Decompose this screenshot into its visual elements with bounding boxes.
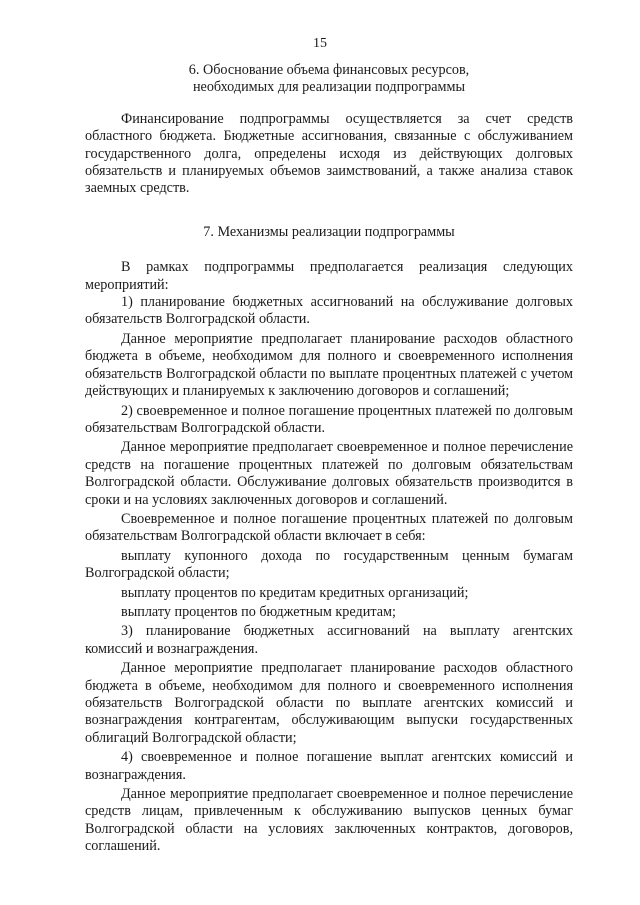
paragraph: В рамках подпрограммы предполагается реализация следующих мероприятий: — [85, 259, 573, 293]
section-6-heading — [85, 62, 573, 97]
section-7-heading: 7. Механизмы реализации подпрограммы — [203, 223, 455, 240]
paragraph: 3) планирование бюджетных ассигнований на выплату агентских комиссий и вознаграждения. — [85, 623, 573, 657]
section-6-title-line-1: 6. Обоснование объема финансовых ресурсов, — [188, 62, 470, 78]
paragraph: 4) своевременное и полное погашение выплат агентских комиссий и вознаграждения. — [85, 749, 573, 783]
section-6-paragraph: Финансирование подпрограммы осуществляется за счет средств областного бюджета. Бюджетные ассигнования, связанные с обслуживанием государственного долга, определены исходя из действующих долговых обязательств и планируемых объемов заимствований, а также анализа ставок заемных средств. — [85, 110, 573, 197]
section-6-title-line-2: необходимых для реализации подпрограммы — [192, 79, 466, 96]
paragraph: Данное мероприятие предполагает планирование расходов областного бюджета в объеме, необходимом для полного и своевременного исполнения обязательств Волгоградской области по выплате агентских комиссий и вознаграждения контрагентам, обслуживающим выпуски государственных облигаций Волгоградской области; — [85, 660, 573, 746]
paragraph: выплату купонного дохода по государственным ценным бумагам Волгоградской области; — [85, 547, 573, 582]
paragraph: Данное мероприятие предполагает своевременное и полное перечисление средств лицам, привлеченным к обслуживанию выпусков ценных бумаг Волгоградской области на условиях заключенных контрактов, договоров, соглашений. — [85, 786, 573, 855]
paragraph: 2) своевременное и полное погашение процентных платежей по долговым обязательствам Волгоградской области. — [85, 402, 573, 436]
page-number: 15 — [313, 36, 327, 51]
paragraph: выплату процентов по кредитам кредитных организаций; — [121, 584, 469, 601]
paragraph: выплату процентов по бюджетным кредитам; — [121, 603, 396, 620]
paragraph: Данное мероприятие предполагает планирование расходов областного бюджета в объеме, необходимом для полного и своевременного исполнения обязательств Волгоградской области по выплате процентных платежей с учетом действующих и планируемых к заключению договоров и соглашений; — [85, 330, 573, 400]
paragraph: Данное мероприятие предполагает своевременное и полное перечисление средств на погашение процентных платежей по долговым обязательствам Волгоградской области. Обслуживание долговых обязательств производится в сроки и на условиях заключенных договоров и соглашений. — [85, 439, 573, 508]
page-content — [85, 62, 573, 856]
paragraph: 1) планирование бюджетных ассигнований на обслуживание долговых обязательств Волгоградской области. — [85, 294, 573, 328]
paragraph: Своевременное и полное погашение процентных платежей по долговым обязательствам Волгоградской области включает в себя: — [85, 510, 573, 545]
